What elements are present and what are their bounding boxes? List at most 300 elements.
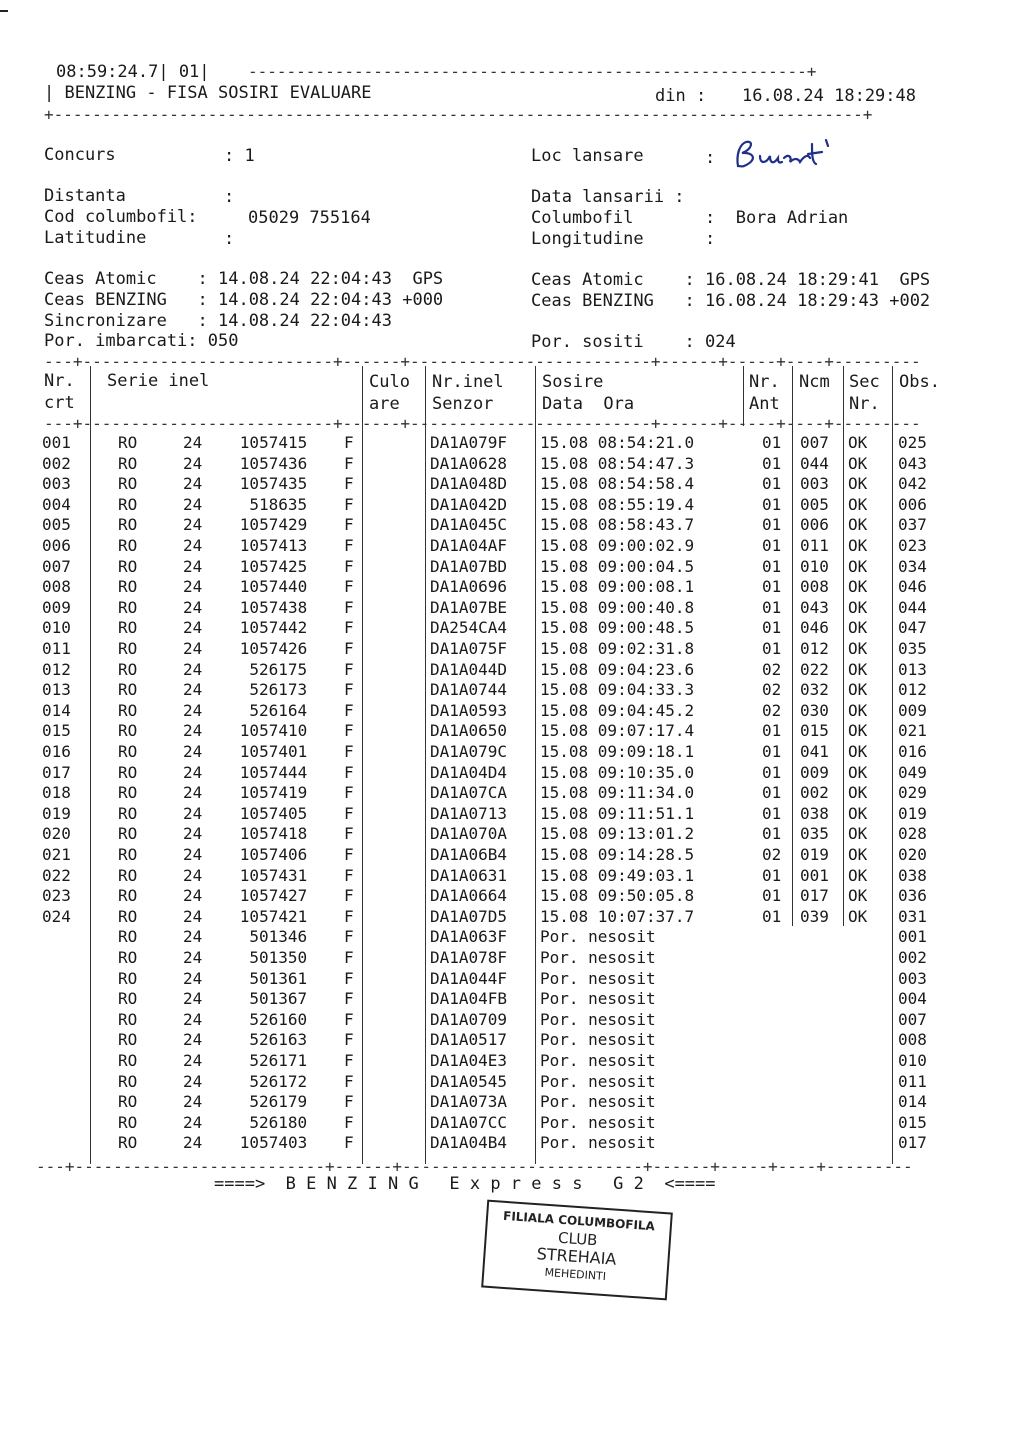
din-date: 16.08.24 18:29:48 [742, 86, 916, 106]
table-row [0, 1030, 1024, 1051]
table-row [0, 763, 1024, 784]
row-ncm: 010 [800, 556, 829, 576]
row-ring-number: 1057419 [239, 783, 308, 803]
row-arrival-time: 15.08 10:07:37.7 [540, 906, 695, 926]
row-sex: F [344, 803, 354, 823]
row-year: 24 [183, 1030, 203, 1050]
row-sex: F [344, 1030, 354, 1050]
row-nr: 001 [42, 433, 71, 452]
row-ring-number: 501367 [249, 989, 308, 1009]
row-sensor-id: DA1A04D4 [430, 762, 508, 782]
row-country: RO [118, 577, 138, 597]
row-sec: OK [848, 906, 868, 926]
row-nr: 006 [42, 536, 71, 555]
row-antenna: 01 [762, 886, 782, 906]
row-obs: 007 [898, 1009, 927, 1029]
row-sex: F [344, 721, 354, 741]
row-antenna: 02 [762, 700, 782, 720]
row-arrival-time: 15.08 08:54:21.0 [540, 433, 695, 452]
table-row [0, 989, 1024, 1010]
row-antenna: 01 [762, 515, 782, 535]
porumbei-sositi: Por. sositi : 024 [531, 332, 736, 352]
row-year: 24 [183, 618, 203, 638]
row-sensor-id: DA1A0545 [430, 1071, 508, 1091]
row-year: 24 [183, 865, 203, 885]
row-sensor-id: DA1A0709 [430, 1009, 508, 1029]
row-sensor-id: DA1A07BD [430, 556, 508, 576]
row-obs: 012 [898, 680, 927, 700]
row-ncm: 046 [800, 618, 829, 638]
row-country: RO [118, 597, 138, 617]
row-ncm: 012 [800, 639, 829, 658]
row-country: RO [118, 556, 138, 576]
row-year: 24 [183, 536, 203, 555]
row-sec: OK [848, 659, 868, 679]
row-ring-number: 1057406 [239, 845, 308, 864]
row-sex: F [344, 906, 354, 926]
row-antenna: 01 [762, 783, 782, 803]
col-header-culoare: Culo [369, 372, 410, 392]
row-ncm: 009 [800, 762, 829, 782]
row-arrival-time: Por. nesosit [540, 968, 656, 988]
table-row [0, 948, 1024, 969]
row-nr: 023 [42, 886, 71, 906]
column-divider [743, 366, 744, 426]
row-arrival-time: 15.08 09:04:45.2 [540, 700, 695, 720]
row-sensor-id: DA1A044F [430, 968, 508, 988]
row-arrival-time: 15.08 09:50:05.8 [540, 886, 695, 906]
row-sex: F [344, 1112, 354, 1132]
row-obs: 021 [898, 721, 927, 741]
row-arrival-time: Por. nesosit [540, 1112, 656, 1132]
row-year: 24 [183, 1133, 203, 1153]
row-sex: F [344, 659, 354, 679]
row-sensor-id: DA1A079C [430, 742, 508, 761]
row-obs: 008 [898, 1030, 927, 1050]
row-sensor-id: DA1A0628 [430, 453, 508, 473]
row-year: 24 [183, 577, 203, 597]
row-ncm: 015 [800, 721, 829, 741]
row-sex: F [344, 927, 354, 947]
row-sensor-id: DA1A079F [430, 433, 508, 452]
row-nr: 016 [42, 742, 71, 761]
row-sex: F [344, 577, 354, 597]
row-ncm: 007 [800, 433, 829, 452]
row-obs: 009 [898, 700, 927, 720]
table-row [0, 1092, 1024, 1113]
cod-columbofil-value: 05029 755164 [248, 208, 371, 228]
row-ring-number: 1057442 [239, 618, 308, 638]
row-year: 24 [183, 783, 203, 803]
row-ring-number: 526180 [249, 1112, 308, 1132]
porumbei-imbarcati: Por. imbarcati: 050 [44, 331, 239, 351]
row-ring-number: 1057425 [239, 556, 308, 576]
row-antenna: 01 [762, 906, 782, 926]
row-sec: OK [848, 742, 868, 761]
row-year: 24 [183, 721, 203, 741]
row-arrival-time: Por. nesosit [540, 1051, 656, 1070]
row-obs: 017 [898, 1133, 927, 1153]
row-ncm: 003 [800, 474, 829, 494]
row-sensor-id: DA1A0631 [430, 865, 508, 885]
row-ring-number: 1057438 [239, 597, 308, 617]
table-row [0, 433, 1024, 454]
row-obs: 025 [898, 433, 927, 452]
row-arrival-time: 15.08 09:00:08.1 [540, 577, 695, 597]
row-country: RO [118, 433, 138, 452]
row-sensor-id: DA1A0664 [430, 886, 508, 906]
header-bottom-dashes: +------------------------------------------------------------------------------------+ [44, 105, 873, 124]
row-obs: 043 [898, 453, 927, 473]
columbofil-value: : Bora Adrian [705, 208, 849, 228]
row-obs: 034 [898, 556, 927, 576]
row-sec: OK [848, 494, 868, 514]
row-sec: OK [848, 680, 868, 700]
loc-lansare-colon: : [705, 148, 716, 168]
row-sensor-id: DA1A0713 [430, 803, 508, 823]
row-sensor-id: DA1A04E3 [430, 1051, 508, 1070]
row-nr: 004 [42, 494, 71, 514]
row-sensor-id: DA1A04AF [430, 536, 508, 555]
row-sensor-id: DA1A0517 [430, 1030, 508, 1050]
row-country: RO [118, 494, 138, 514]
table-row [0, 845, 1024, 866]
ceas-benzing-sosire: Ceas BENZING : 16.08.24 18:29:43 +002 [531, 291, 931, 311]
row-arrival-time: 15.08 09:04:33.3 [540, 680, 695, 700]
row-nr: 005 [42, 515, 71, 535]
table-row [0, 1133, 1024, 1154]
row-ring-number: 526179 [249, 1092, 308, 1112]
distanta-value: : [224, 187, 235, 207]
col-header-nr: Nr. [44, 371, 75, 391]
row-sensor-id: DA1A075F [430, 639, 508, 658]
row-year: 24 [183, 1009, 203, 1029]
row-sec: OK [848, 783, 868, 803]
table-row [0, 804, 1024, 825]
sincronizare: Sincronizare : 14.08.24 22:04:43 [44, 311, 392, 331]
row-country: RO [118, 536, 138, 555]
loc-lansare-label: Loc lansare [531, 146, 644, 166]
row-country: RO [118, 721, 138, 741]
row-sex: F [344, 474, 354, 494]
row-sec: OK [848, 474, 868, 494]
row-country: RO [118, 886, 138, 906]
row-ring-number: 1057413 [239, 536, 308, 555]
row-antenna: 01 [762, 721, 782, 741]
row-nr: 002 [42, 453, 71, 473]
row-arrival-time: Por. nesosit [540, 1030, 656, 1050]
row-obs: 035 [898, 639, 927, 658]
row-sex: F [344, 1133, 354, 1153]
row-ring-number: 526171 [249, 1051, 308, 1070]
report-title: | BENZING - FISA SOSIRI EVALUARE [44, 83, 372, 103]
concurs-value: : 1 [224, 146, 255, 166]
row-arrival-time: 15.08 09:11:51.1 [540, 803, 695, 823]
row-sex: F [344, 865, 354, 885]
row-sensor-id: DA1A04FB [430, 989, 508, 1009]
row-ncm: 039 [800, 906, 829, 926]
row-nr: 010 [42, 618, 71, 638]
row-obs: 038 [898, 865, 927, 885]
row-obs: 016 [898, 742, 927, 761]
row-obs: 042 [898, 474, 927, 494]
longitudine-value: : [705, 229, 716, 249]
row-sec: OK [848, 515, 868, 535]
table-row [0, 680, 1024, 701]
col-header-crt: crt [44, 393, 75, 413]
row-obs: 013 [898, 659, 927, 679]
row-sec: OK [848, 453, 868, 473]
row-ring-number: 1057410 [239, 721, 308, 741]
row-nr: 011 [42, 639, 71, 658]
col-header-obs: Obs. [899, 372, 940, 392]
concurs-label: Concurs [44, 145, 116, 165]
page-edge-mark [0, 10, 8, 12]
row-sensor-id: DA1A07CA [430, 783, 508, 803]
row-nr: 024 [42, 906, 71, 926]
row-ncm: 022 [800, 659, 829, 679]
row-ncm: 030 [800, 700, 829, 720]
row-country: RO [118, 700, 138, 720]
row-ring-number: 1057421 [239, 906, 308, 926]
row-sex: F [344, 536, 354, 555]
row-arrival-time: 15.08 09:10:35.0 [540, 762, 695, 782]
table-row [0, 824, 1024, 845]
row-obs: 023 [898, 536, 927, 555]
row-country: RO [118, 515, 138, 535]
row-ring-number: 1057435 [239, 474, 308, 494]
row-antenna: 01 [762, 618, 782, 638]
row-sex: F [344, 968, 354, 988]
row-arrival-time: 15.08 09:09:18.1 [540, 742, 695, 761]
row-sensor-id: DA1A044D [430, 659, 508, 679]
row-arrival-time: Por. nesosit [540, 948, 656, 967]
row-sec: OK [848, 433, 868, 452]
row-country: RO [118, 474, 138, 494]
row-ncm: 043 [800, 597, 829, 617]
row-sex: F [344, 886, 354, 906]
table-row [0, 515, 1024, 536]
row-ncm: 035 [800, 824, 829, 844]
row-sex: F [344, 618, 354, 638]
row-arrival-time: 15.08 09:49:03.1 [540, 865, 695, 885]
row-obs: 020 [898, 845, 927, 864]
row-obs: 037 [898, 515, 927, 535]
din-label: din : [655, 86, 707, 106]
cod-columbofil-label: Cod columbofil: [44, 207, 198, 227]
row-ring-number: 526164 [249, 700, 308, 720]
row-sec: OK [848, 803, 868, 823]
row-antenna: 01 [762, 536, 782, 555]
row-obs: 029 [898, 783, 927, 803]
row-sensor-id: DA1A0744 [430, 680, 508, 700]
row-sensor-id: DA1A070A [430, 824, 508, 844]
row-antenna: 01 [762, 742, 782, 761]
row-sensor-id: DA1A048D [430, 474, 508, 494]
row-antenna: 01 [762, 865, 782, 885]
row-ncm: 006 [800, 515, 829, 535]
row-sec: OK [848, 865, 868, 885]
row-arrival-time: 15.08 08:55:19.4 [540, 494, 695, 514]
row-sensor-id: DA1A0696 [430, 577, 508, 597]
row-year: 24 [183, 762, 203, 782]
row-year: 24 [183, 906, 203, 926]
row-sensor-id: DA1A042D [430, 494, 508, 514]
row-ncm: 011 [800, 536, 829, 555]
row-ring-number: 1057431 [239, 865, 308, 885]
row-nr: 003 [42, 474, 71, 494]
row-nr: 021 [42, 845, 71, 864]
row-country: RO [118, 742, 138, 761]
row-country: RO [118, 948, 138, 967]
row-country: RO [118, 639, 138, 658]
row-year: 24 [183, 474, 203, 494]
row-sensor-id: DA1A073A [430, 1092, 508, 1112]
row-antenna: 01 [762, 577, 782, 597]
stamp-line-3: STREHAIA [536, 1244, 618, 1269]
row-year: 24 [183, 433, 203, 452]
table-row [0, 639, 1024, 660]
table-row [0, 701, 1024, 722]
row-sensor-id: DA1A0593 [430, 700, 508, 720]
row-year: 24 [183, 597, 203, 617]
row-antenna: 01 [762, 556, 782, 576]
header-top-dashes: ----------------------------------------------------------+ [248, 62, 817, 81]
row-obs: 015 [898, 1112, 927, 1132]
table-row [0, 783, 1024, 804]
row-year: 24 [183, 1092, 203, 1112]
data-lansarii-label: Data lansarii : [531, 187, 685, 207]
row-obs: 010 [898, 1051, 927, 1070]
row-obs: 003 [898, 968, 927, 988]
col-header-culoare-2: are [369, 394, 400, 414]
row-country: RO [118, 989, 138, 1009]
table-row [0, 721, 1024, 742]
row-ncm: 017 [800, 886, 829, 906]
row-year: 24 [183, 968, 203, 988]
row-ncm: 001 [800, 865, 829, 885]
col-header-ncm: Ncm [799, 372, 830, 392]
row-sex: F [344, 680, 354, 700]
col-header-senzor: Senzor [432, 394, 494, 414]
row-antenna: 01 [762, 639, 782, 658]
row-country: RO [118, 1071, 138, 1091]
table-row [0, 660, 1024, 681]
row-year: 24 [183, 515, 203, 535]
row-ncm: 005 [800, 494, 829, 514]
row-sex: F [344, 1009, 354, 1029]
row-arrival-time: 15.08 09:00:48.5 [540, 618, 695, 638]
row-sec: OK [848, 597, 868, 617]
row-antenna: 01 [762, 433, 782, 452]
row-sex: F [344, 515, 354, 535]
row-arrival-time: 15.08 09:00:04.5 [540, 556, 695, 576]
row-obs: 001 [898, 927, 927, 947]
row-country: RO [118, 845, 138, 864]
row-arrival-time: 15.08 08:54:58.4 [540, 474, 695, 494]
table-row [0, 907, 1024, 928]
row-country: RO [118, 1133, 138, 1153]
row-arrival-time: 15.08 09:00:40.8 [540, 597, 695, 617]
report-time-id: 08:59:24.7| 01| [56, 62, 210, 82]
stamp-line-2: CLUB [557, 1228, 599, 1250]
row-nr: 008 [42, 577, 71, 597]
row-ring-number: 501350 [249, 948, 308, 967]
row-ring-number: 1057426 [239, 639, 308, 658]
row-sensor-id: DA1A063F [430, 927, 508, 947]
row-country: RO [118, 968, 138, 988]
handwritten-signature [732, 136, 842, 176]
row-ring-number: 1057440 [239, 577, 308, 597]
row-obs: 011 [898, 1071, 927, 1091]
row-obs: 044 [898, 597, 927, 617]
row-sex: F [344, 639, 354, 658]
col-header-sosire: Sosire [542, 372, 604, 392]
row-year: 24 [183, 556, 203, 576]
row-sex: F [344, 494, 354, 514]
row-sensor-id: DA1A078F [430, 948, 508, 967]
row-antenna: 01 [762, 494, 782, 514]
row-sensor-id: DA1A045C [430, 515, 508, 535]
table-row [0, 1010, 1024, 1031]
row-sex: F [344, 1092, 354, 1112]
row-ring-number: 1057427 [239, 886, 308, 906]
row-nr: 022 [42, 865, 71, 885]
row-sensor-id: DA1A07CC [430, 1112, 508, 1132]
row-year: 24 [183, 494, 203, 514]
row-antenna: 01 [762, 803, 782, 823]
row-year: 24 [183, 948, 203, 967]
row-ring-number: 526175 [249, 659, 308, 679]
row-sex: F [344, 1071, 354, 1091]
row-arrival-time: 15.08 09:04:23.6 [540, 659, 695, 679]
col-header-sec-nr: Nr. [849, 394, 880, 414]
row-year: 24 [183, 989, 203, 1009]
row-sensor-id: DA1A07BE [430, 597, 508, 617]
row-obs: 019 [898, 803, 927, 823]
row-year: 24 [183, 927, 203, 947]
row-arrival-time: 15.08 08:58:43.7 [540, 515, 695, 535]
table-bottom-border: ---+--------------------------+------+-------------------------+------+-----+----+--------- [36, 1157, 913, 1176]
row-year: 24 [183, 659, 203, 679]
row-ncm: 041 [800, 742, 829, 761]
table-row [0, 577, 1024, 598]
table-row [0, 536, 1024, 557]
row-sec: OK [848, 845, 868, 864]
row-country: RO [118, 1030, 138, 1050]
row-obs: 031 [898, 906, 927, 926]
latitudine-label: Latitudine [44, 228, 147, 248]
table-header-divider: ---+--------------------------+------+-------------------------+------+-----+----+--------- [44, 414, 921, 433]
row-year: 24 [183, 700, 203, 720]
row-sec: OK [848, 700, 868, 720]
ceas-atomic-sosire: Ceas Atomic : 16.08.24 18:29:41 GPS [531, 270, 931, 290]
row-sex: F [344, 700, 354, 720]
row-arrival-time: Por. nesosit [540, 927, 656, 947]
row-country: RO [118, 762, 138, 782]
row-year: 24 [183, 1051, 203, 1070]
row-sensor-id: DA1A04B4 [430, 1133, 508, 1153]
row-ncm: 038 [800, 803, 829, 823]
row-country: RO [118, 927, 138, 947]
row-country: RO [118, 618, 138, 638]
row-sec: OK [848, 824, 868, 844]
row-sex: F [344, 597, 354, 617]
distanta-label: Distanta [44, 186, 126, 206]
row-obs: 014 [898, 1092, 927, 1112]
row-sex: F [344, 433, 354, 452]
row-sec: OK [848, 618, 868, 638]
